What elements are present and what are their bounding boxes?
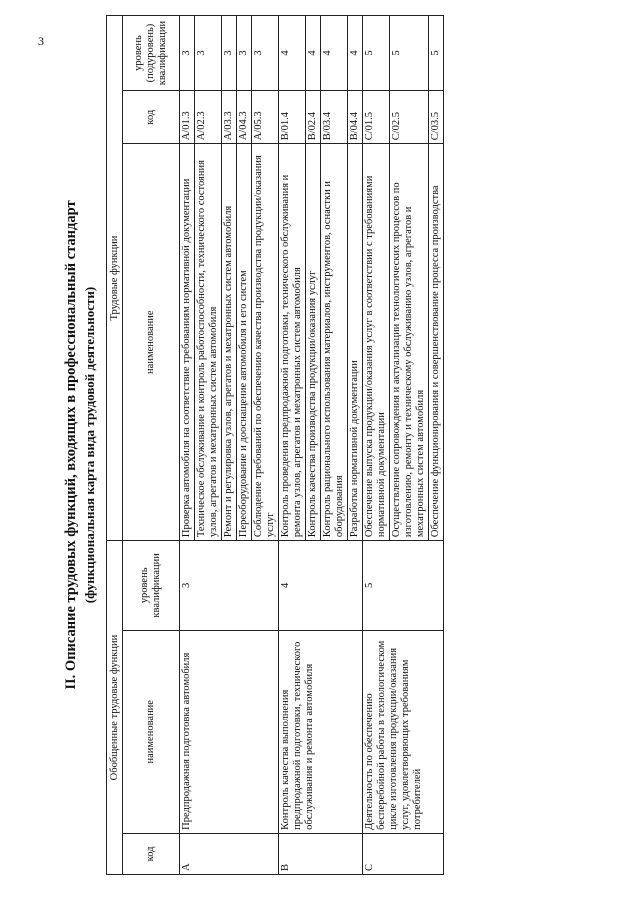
- function-code: A/02.3: [195, 91, 222, 144]
- group-name: Предпродажная подготовка автомобиля: [180, 630, 279, 833]
- code-header: код: [123, 833, 180, 874]
- function-name: Осуществление сопровождения и актуализации технологических процессов по изготовлению, ремонту и техническому обслуживанию узлов, агрегатов и мехатронных систем автомобиля: [390, 144, 429, 541]
- function-code: C/02.5: [390, 91, 429, 144]
- function-name: Проверка автомобиля на соответствие требованиям нормативной документации: [180, 144, 195, 541]
- functional-map-table: [106, 15, 444, 875]
- generalized-functions-header: Обобщенные трудовые функции: [107, 541, 123, 875]
- function-level: 4: [279, 16, 306, 91]
- table-row: [363, 16, 390, 875]
- function-name: Ремонт и регулировка узлов, агрегатов и мехатронных систем автомобиля: [222, 144, 237, 541]
- sublevel-header: уровень (подуровень) квалификации: [123, 16, 180, 91]
- function-code: B/02.4: [306, 91, 321, 144]
- function-name: Разработка нормативной документации: [348, 144, 363, 541]
- function-code-header: код: [123, 91, 180, 144]
- function-name: Техническое обслуживание и контроль работоспособности, технического состояния узлов, агрегатов и мехатронных систем автомобиля: [195, 144, 222, 541]
- group-level: 3: [180, 541, 279, 631]
- function-level: 3: [252, 16, 279, 91]
- group-name: Контроль качества выполнения предпродажной подготовки, технического обслуживания и ремонта автомобиля: [279, 630, 363, 833]
- function-name: Контроль качества производства продукции/оказания услуг: [306, 144, 321, 541]
- function-level: 5: [390, 16, 429, 91]
- group-code: C: [363, 833, 444, 874]
- function-name: Контроль рационального использования материалов, инструментов, оснастки и оборудования: [321, 144, 348, 541]
- labor-functions-header: Трудовые функции: [107, 16, 123, 541]
- function-code: A/04.3: [237, 91, 252, 144]
- heading-line-2: (функциональная карта вида трудовой деятельности): [82, 286, 97, 604]
- function-code: B/03.4: [321, 91, 348, 144]
- function-code: C/01.5: [363, 91, 390, 144]
- group-code: B: [279, 833, 363, 874]
- section-heading: [62, 10, 98, 880]
- function-level: 4: [321, 16, 348, 91]
- table-row: [279, 16, 306, 875]
- function-level: 3: [222, 16, 237, 91]
- function-level: 3: [180, 16, 195, 91]
- function-name: Соблюдение требований по обеспечению качества производства продукции/оказания услуг: [252, 144, 279, 541]
- function-level: 5: [363, 16, 390, 91]
- group-code: A: [180, 833, 279, 874]
- function-code: A/05.3: [252, 91, 279, 144]
- function-code: B/01.4: [279, 91, 306, 144]
- group-level: 4: [279, 541, 363, 631]
- function-level: 4: [306, 16, 321, 91]
- function-name: Обеспечение функционирования и совершенствование процесса производства: [429, 144, 444, 541]
- function-level: 3: [195, 16, 222, 91]
- function-name-header: наименование: [123, 144, 180, 541]
- group-level: 5: [363, 541, 444, 631]
- page-number: 3: [38, 34, 44, 48]
- function-level: 5: [429, 16, 444, 91]
- function-name: Переоборудование и дооснащение автомобиля и его систем: [237, 144, 252, 541]
- heading-line-1: II. Описание трудовых функций, входящих в профессиональный стандарт: [63, 200, 79, 690]
- function-code: C/03.5: [429, 91, 444, 144]
- function-code: B/04.4: [348, 91, 363, 144]
- level-header: уровень квалификации: [123, 541, 180, 631]
- table-row: [180, 16, 195, 875]
- function-name: Обеспечение выпуска продукции/оказания услуг в соответствии с требованиями нормативной документации: [363, 144, 390, 541]
- function-code: A/01.3: [180, 91, 195, 144]
- function-level: 3: [237, 16, 252, 91]
- group-name: Деятельность по обеспечению бесперебойной работы в технологическом цикле изготовления продукции/оказания услуг, удовлетворяющих требованиям потребителей: [363, 630, 444, 833]
- function-level: 4: [348, 16, 363, 91]
- function-code: A/03.3: [222, 91, 237, 144]
- function-name: Контроль проведения предпродажной подготовки, технического обслуживания и ремонта узлов, агрегатов и мехатронных систем автомобиля: [279, 144, 306, 541]
- rotated-page-content: [0, 10, 640, 880]
- name-header: наименование: [123, 630, 180, 833]
